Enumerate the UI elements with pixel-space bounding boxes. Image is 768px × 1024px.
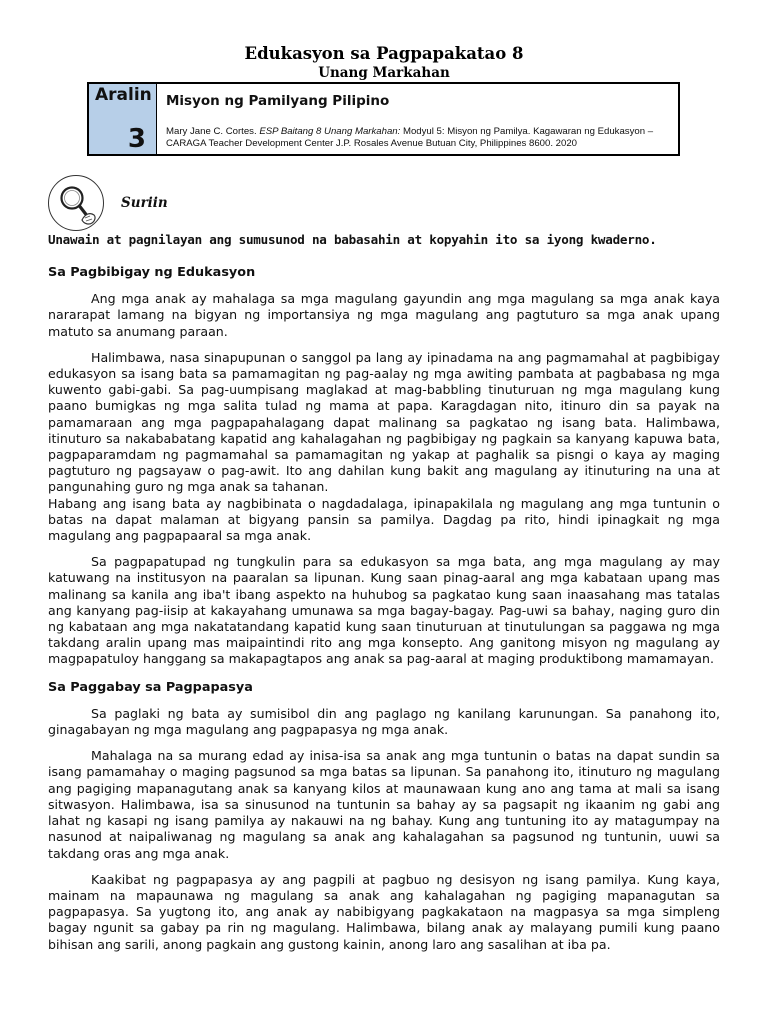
citation-book: ESP Baitang 8 Unang Markahan: (259, 126, 401, 137)
magnifying-glass-icon (48, 175, 104, 231)
lesson-number: 3 (127, 124, 146, 154)
paragraph: Halimbawa, nasa sinapupunan o sanggol pa lang ay ipinadama na ang pagmamahal at pagbibigay edukasyon sa isang bata sa pamamagitan ng pag-aalay ng mga awiting pambata at pagbabasa ng mga kuwento gabi-gabi. Sa pag-uumpisang maglakad at mag-babbling tinuturuan ng mga magulang kung paano bumigkas ng mga salita tulad ng mama at papa. Karagdagan nito, itinuro din sa payak na pamamaraan ang mga pagpapahalagang dapat malinang sa pagkatao ng isang bata. Halimbawa, itinuturo sa nakababatang kapatid ang kahalagahan ng pagbibigay ng pagkain sa kanyang kapuwa bata, pagpaparamdam ng pagmamahal sa pamamagitan ng yakap at paghalik sa pisngi o kaya ay maging pagtuturo ng pagsayaw o pag-awit. Ito ang dahilan kung bakit ang magulang ay itinuturing na una at pangunahing guro ng mga anak sa tahanan. (48, 349, 720, 495)
lesson-info-cell (157, 84, 678, 154)
document-subtitle: Unang Markahan (318, 65, 450, 81)
reading-content (48, 265, 720, 963)
document-title: Edukasyon sa Pagpapakatao 8 (244, 44, 524, 63)
lesson-title: Misyon ng Pamilyang Pilipino (166, 93, 390, 109)
lesson-citation (166, 126, 671, 149)
paragraph: Mahalaga na sa murang edad ay inisa-isa sa anak ang mga tuntunin o batas na dapat sundin sa isang pamamahay o maging pagsunod sa mga batas sa lipunan. Sa panahong ito, itinuturo ng magulang ang pagiging mapanagutang anak sa kanyang kilos at maunawaan kung ano ang tama at mali sa isang sitwasyon. Halimbawa, isa sa sinusunod na tuntunin sa bahay ay sa pagsapit ng ikaanim ng gabi ang lahat ng kasapi ng isang pamilya ay nakauwi na ng bahay. Kung ang tuntuning ito ay matagumpay na nasunod at naipaliwanag ng magulang sa anak ang kahalagahan sa pagsunod ng tuntunin, uuwi sa takdang oras ang mga anak. (48, 748, 720, 861)
instruction-text: Unawain at pagnilayan ang sumusunod na babasahin at kopyahin ito sa iyong kwaderno. (48, 232, 657, 247)
paragraph: Kaakibat ng pagpapasya ay ang pagpili at pagbuo ng desisyon ng isang pamilya. Kung kaya, mainam na mapaunawa ng magulang sa anak ang kahalagahan ng pagiging mapanagutan sa pagpapasya. Sa yugtong ito, ang anak ay nabibigyang pagkakataon na magpasya sa mga simpleng bagay ngunit sa gabay pa rin ng magulang. Halimbawa, bilang anak ay malayang pumili kung paano bihisan ang sarili, anong pagkain ang gustong kainin, anong laro ang sasalihan at iba pa. (48, 871, 720, 952)
section-heading-edukasyon: Sa Pagbibigay ng Edukasyon (48, 265, 256, 280)
paragraph: Sa paglaki ng bata ay sumisibol din ang paglago ng kanilang karunungan. Sa panahong ito, ginagabayan ng mga magulang ang pagpapasya ng mga anak. (48, 705, 720, 738)
lesson-header-box (87, 82, 680, 156)
paragraph: Ang mga anak ay mahalaga sa mga magulang gayundin ang mga magulang sa mga anak kaya nararapat lamang na bigyan ng importansiya ng mga magulang ang pagtuturo sa mga anak upang matuto sa anumang paraan. (48, 291, 720, 339)
citation-author: Mary Jane C. Cortes. (166, 126, 260, 137)
lesson-number-cell (89, 84, 157, 154)
aralin-label: Aralin (95, 85, 152, 105)
section-heading-pagpapasya: Sa Paggabay sa Pagpapasya (48, 679, 253, 695)
suriin-label: Suriin (121, 195, 168, 211)
citation-details: Modyul 5: Misyon ng Pamilya. Kagawaran ng Edukasyon – CARAGA Teacher Development Center J.P. Rosales Avenue Butuan City, Philippines 8600. 2020 (166, 126, 654, 149)
paragraph: Sa pagpapatupad ng tungkulin para sa edukasyon sa mga bata, ang mga magulang ay may katuwang na institusyon na paaralan sa lipunan. Kung saan pinag-aaral ang mga kabataan upang mas malinang sa kanila ang iba't ibang aspekto na huhubog sa pagkatao kung saan inaasahang mas tatalas ang kanyang pag-iisip at kakayahang umunawa sa mga bagay-bagay. Pag-uwi sa bahay, naging guro din ng kabataan ang mga nakatatandang kapatid kung saan tinuturuan at tinutulungan sa paggawa ng mga takdang aralin upang mas maipaintindi rito ang mga konsepto. Ang ganitong misyon ng magulang ay magpapatuloy hanggang sa makapagtapos ang anak sa pag-aaral at maging produktibong mamamayan. (48, 554, 720, 667)
paragraph: Habang ang isang bata ay nagbibinata o nagdadalaga, ipinapakilala ng magulang ang mga tuntunin o batas na dapat malaman at bigyang pansin sa pamilya. Dagdag pa rito, hindi ipinagkait ng mga magulang ang pagpapaaral sa mga anak. (48, 495, 720, 544)
